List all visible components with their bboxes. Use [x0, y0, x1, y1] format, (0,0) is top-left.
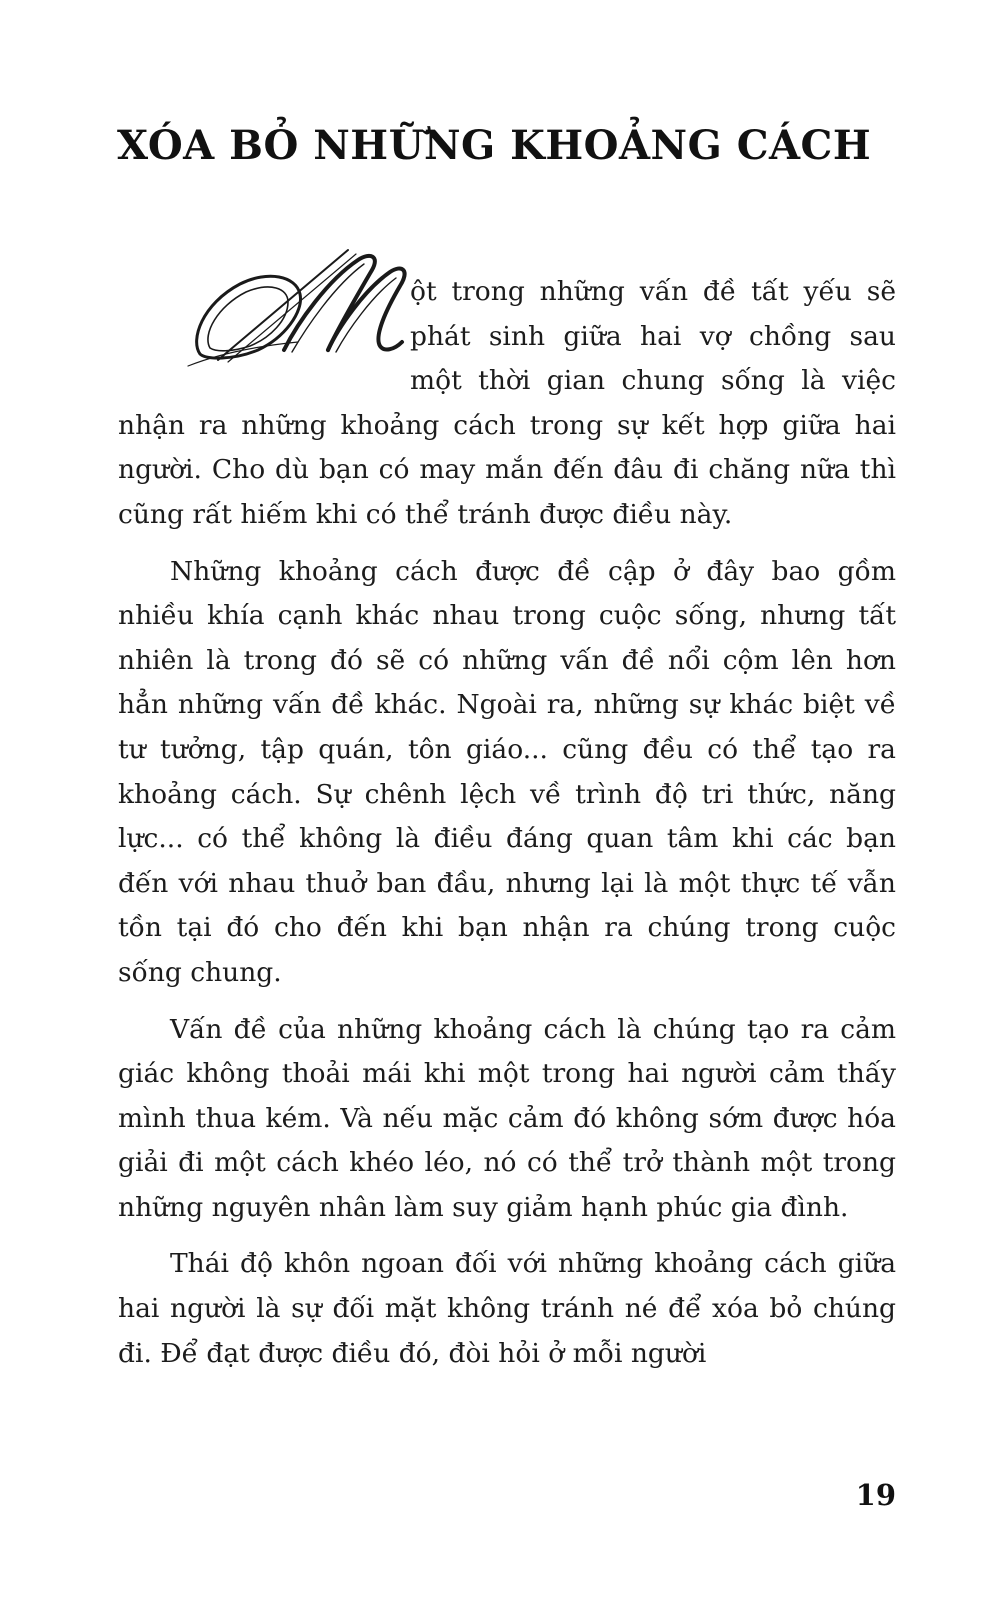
- paragraph-4: Thái độ khôn ngoan đối với những khoảng cách giữa hai người là sự đối mặt không tránh né để xóa bỏ chúng đi. Để đạt được điều đó, đòi hỏi ở mỗi người: [118, 1248, 896, 1369]
- drop-cap-letter: [118, 272, 119, 273]
- paragraph-1-text: ột trong những vấn đề tất yếu sẽ phát sinh giữa hai vợ chồng sau một thời gian chung sống là việc nhận ra những khoảng cách trong sự kết hợp giữa hai người. Cho dù bạn có may mắn đến đâu đi chăng nữa thì cũng rất hiếm khi có thể tránh được điều này.: [118, 276, 896, 530]
- paragraph-3: Vấn đề của những khoảng cách là chúng tạo ra cảm giác không thoải mái khi một trong hai người cảm thấy mình thua kém. Và nếu mặc cảm đó không sớm được hóa giải đi một cách khéo léo, nó có thể trở thành một trong những nguyên nhân làm suy giảm hạnh phúc gia đình.: [118, 1013, 896, 1223]
- paragraph-1: [118, 270, 896, 538]
- chapter-title: XÓA BỎ NHỮNG KHOẢNG CÁCH: [117, 122, 872, 169]
- body-text: [118, 270, 896, 1376]
- paragraph-2: Những khoảng cách được đề cập ở đây bao gồm nhiều khía cạnh khác nhau trong cuộc sống, nhưng tất nhiên là trong đó sẽ có những vấn đề nổi cộm lên hơn hẳn những vấn đề khác. Ngoài ra, những sự khác biệt về tư tưởng, tập quán, tôn giáo... cũng đều có thể tạo ra khoảng cách. Sự chênh lệch về trình độ tri thức, năng lực... có thể không là điều đáng quan tâm khi các bạn đến với nhau thuở ban đầu, nhưng lại là một thực tế vẫn tồn tại đó cho đến khi bạn nhận ra chúng trong cuộc sống chung.: [118, 555, 896, 988]
- drop-cap: [118, 272, 406, 362]
- page-number: 19: [855, 1478, 896, 1512]
- drop-cap-ornament-icon: [188, 242, 418, 366]
